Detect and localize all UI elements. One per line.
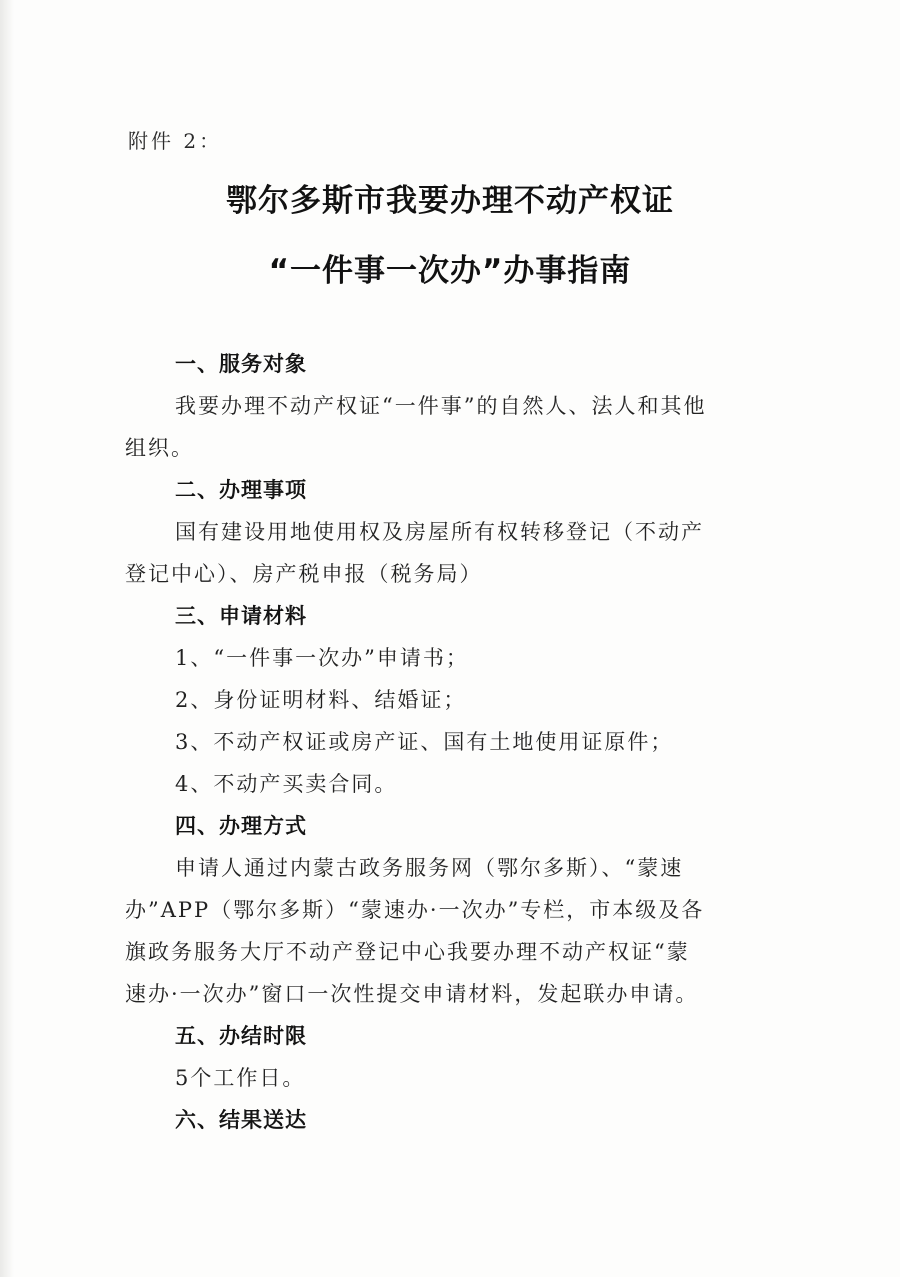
section-service-target <box>125 343 760 469</box>
section-result-delivery <box>175 1099 760 1141</box>
section-heading: 一、服务对象 <box>175 352 307 376</box>
section-application-materials <box>175 595 760 805</box>
attachment-label: 附件 2： <box>128 129 223 153</box>
list-item: 3、不动产权证或房产证、国有土地使用证原件； <box>175 730 674 754</box>
document-title-line-2: “一件事一次办”办事指南 <box>268 253 632 289</box>
section-paragraph: 申请人通过内蒙古政务服务网（鄂尔多斯）、“蒙速办”APP（鄂尔多斯）“蒙速办·一次办”专栏，市本级及各旗政务服务大厅不动产登记中心我要办理不动产权证“蒙速办·一次办”窗口一次性提交申请材料，发起联办申请。 <box>125 856 705 1006</box>
section-heading: 五、办结时限 <box>175 1024 307 1048</box>
section-heading: 二、办理事项 <box>175 478 307 502</box>
section-paragraph: 国有建设用地使用权及房屋所有权转移登记（不动产登记中心）、房产税申报（税务局） <box>125 520 704 586</box>
section-heading: 三、申请材料 <box>175 604 307 628</box>
section-heading: 六、结果送达 <box>175 1108 307 1132</box>
list-item: 4、不动产买卖合同。 <box>175 772 398 796</box>
list-item: 1、“一件事一次办”申请书； <box>175 646 469 670</box>
section-heading: 四、办理方式 <box>175 814 307 838</box>
guide-content <box>125 343 760 1141</box>
list-item: 2、身份证明材料、结婚证； <box>175 688 467 712</box>
section-handling-items <box>125 469 760 595</box>
document-title-line-1: 鄂尔多斯市我要办理不动产权证 <box>226 183 674 219</box>
section-paragraph: 5个工作日。 <box>175 1066 306 1090</box>
section-paragraph: 我要办理不动产权证“一件事”的自然人、法人和其他组织。 <box>125 394 707 460</box>
section-handling-method <box>125 805 760 1015</box>
section-time-limit <box>175 1015 760 1099</box>
